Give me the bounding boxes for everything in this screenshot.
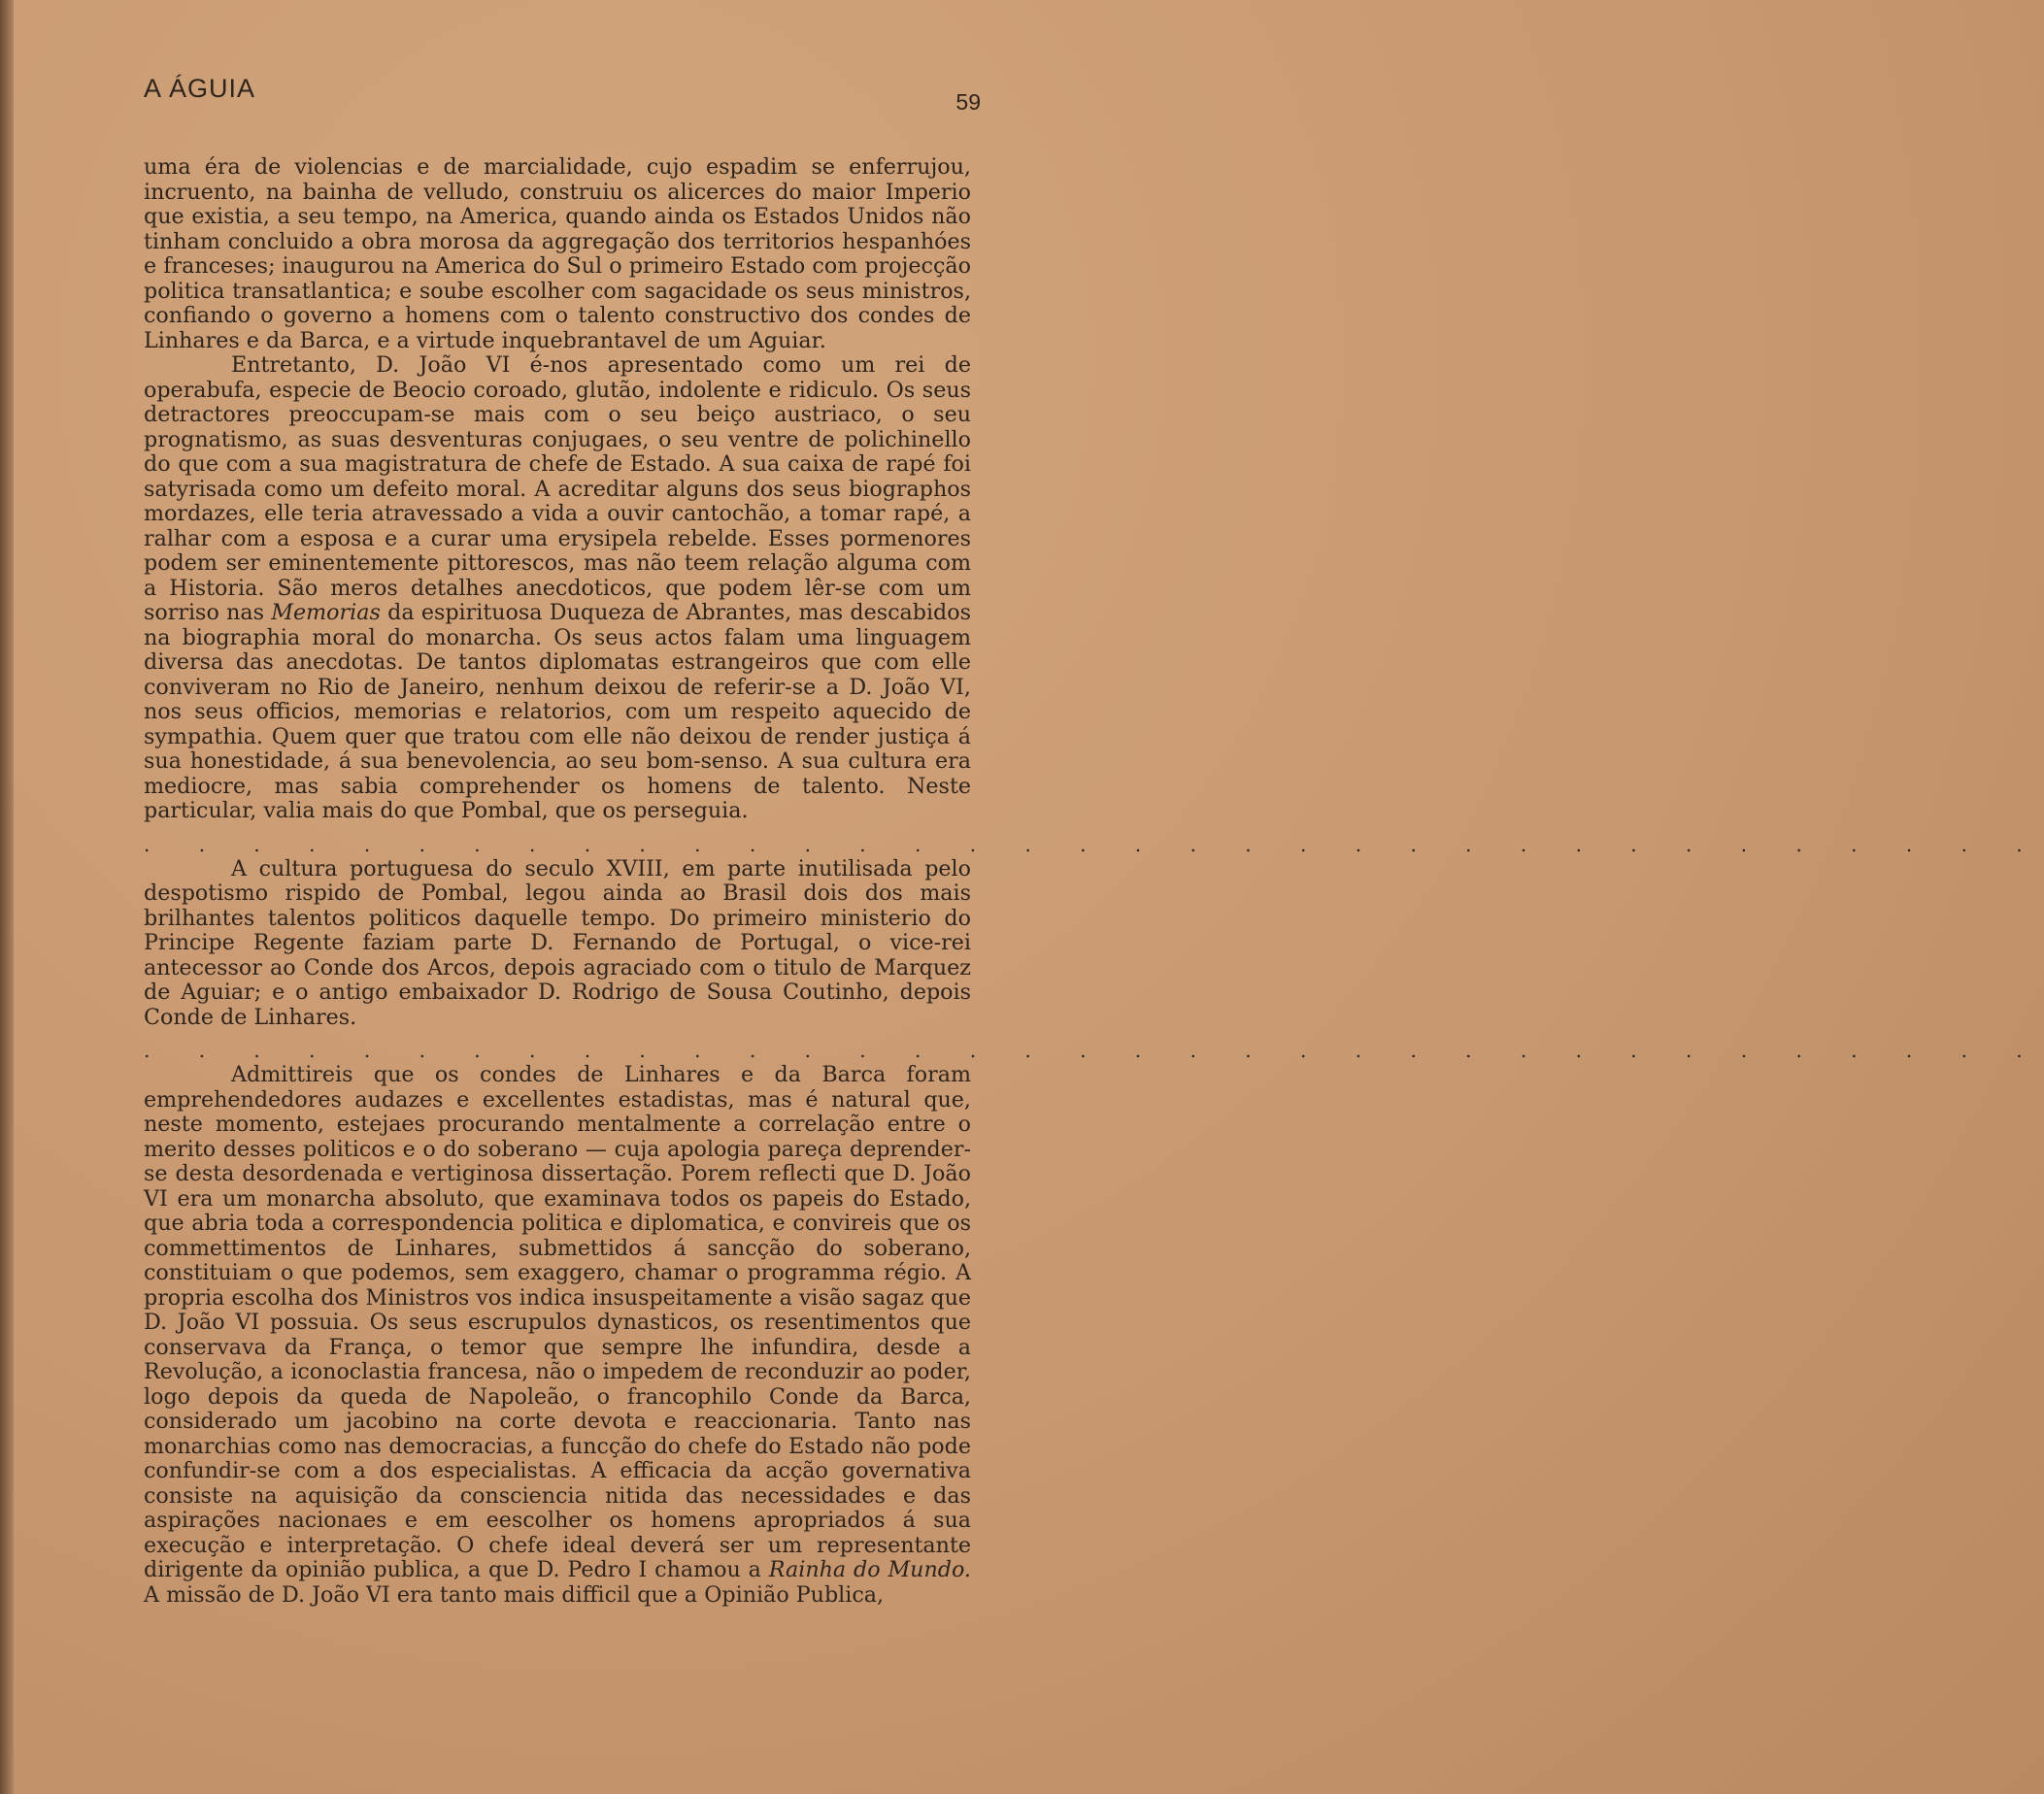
paragraph-4-text-a: Admittireis que os condes de Linhares e da Barca foram emprehendedores audazes e excellentes estadistas, mas é natural que, neste momento, estejaes procurando mentalmente a correlação entre o merito desses politicos e o do soberano — cuja apologia pareça deprender-se desta desordenada e vertiginosa dissertação. Porem reflecti que D. João VI era um monarcha absoluto, que examinava todos os papeis do Estado, que abria toda a correspondencia politica e diplomatica, e convireis que os commettimentos de Linhares, submettidos á sancção do soberano, constituiam o que podemos, sem exaggero, chamar o programma régio. A propria escolha dos Ministros vos indica insuspeitamente a visão sagaz que D. João VI possuia. Os seus escrupulos dynasticos, os resentimentos que conservava da França, o temor que sempre lhe infundira, desde a Revolução, a iconoclastia francesa, não o impedem de reconduzir ao poder, logo depois da queda de Napoleão, o francophilo Conde da Barca, considerado um jacobino na corte devota e reaccionaria. Tanto nas monarchias como nas democracias, a funcção do chefe do Estado não pode confundir-se com a dos especialistas. A efficacia da acção governativa consiste na aquisição da consciencia nitida das necessidades e das aspirações nacionaes e em eescolher os homens apropriados á sua execução e interpretação. O chefe ideal deverá ser um representante dirigente da opinião publica, a que D. Pedro I chamou a <box>144 1062 971 1582</box>
paragraph-4-text-b: A missão de D. João VI era tanto mais difficil que a Opinião Publica, <box>144 1581 885 1608</box>
running-title: A ÁGUIA <box>144 74 256 103</box>
paragraph-2-italic-memorias: Memorias <box>271 600 381 625</box>
paragraph-3: A cultura portuguesa do seculo XVIII, em parte inutilisada pelo despotismo rispido de Pombal, legou ainda ao Brasil dois dos mais brilhantes talentos politicos daquelle tempo. Do primeiro ministerio do Principe Regente faziam parte D. Fernando de Portugal, o vice-rei antecessor ao Conde dos Arcos, depois agraciado com o titulo de Marquez de Aguiar; e o antigo embaixador D. Rodrigo de Sousa Coutinho, depois Conde de Linhares. <box>144 855 971 1030</box>
section-break-1: . . . . . . . . . . . . . . . . . . . . . . . . . . . . . . . . . . . <box>144 832 2044 856</box>
paragraph-2-text-b: da espirituosa Duqueza de Abrantes, mas descabidos na biographia moral do monarcha. Os seus actos falam uma linguagem diversa das anecdotas. De tantos diplomatas estrangeiros que com elle conviveram no Rio de Janeiro, nenhum deixou de referir-se a D. João VI, nos seus officios, memorias e relatorios, com um respeito aquecido de sympathia. Quem quer que tratou com elle não deixou de render justiça á sua honestidade, á sua benevolencia, ao seu bom-senso. A sua cultura era mediocre, mas sabia comprehender os homens de talento. Neste particular, valia mais do que Pombal, que os perseguia. <box>144 600 971 823</box>
paragraph-1: uma éra de violencias e de marcialidade, cujo espadim se enferrujou, incruento, na bainha de velludo, construiu os alicerces do maior Imperio que existia, a seu tempo, na America, quando ainda os Estados Unidos não tinham concluido a obra morosa da aggregação dos territorios hespanhóes e franceses; inaugurou na America do Sul o primeiro Estado com projecção politica transatlantica; e soube escolher com sagacidade os seus ministros, confiando o governo a homens com o talento constructivo dos condes de Linhares e da Barca, e a virtude inquebrantavel de um Aguiar. <box>144 154 971 353</box>
page-number: 59 <box>955 89 981 115</box>
paragraph-2 <box>144 353 971 824</box>
page-header <box>144 70 981 116</box>
page-edge-shadow <box>0 0 14 1794</box>
section-break-2: . . . . . . . . . . . . . . . . . . . . . . . . . . . . . . . . . . . <box>144 1039 2044 1062</box>
body-text <box>144 154 2044 1608</box>
paragraph-4 <box>144 1063 971 1608</box>
paragraph-4-italic-rainha: Rainha do Mundo. <box>768 1557 971 1582</box>
paragraph-2-text-a: Entretanto, D. João VI é-nos apresentado como um rei de operabufa, especie de Beocio coroado, glutão, indolente e ridiculo. Os seus detractores preoccupam-se mais com o seu beiço austriaco, o seu prognatismo, as suas desventuras conjugaes, o seu ventre de polichinello do que com a sua magistratura de chefe de Estado. A sua caixa de rapé foi satyrisada como um defeito moral. A acreditar alguns dos seus biographos mordazes, elle teria atravessado a vida a ouvir cantochão, a tomar rapé, a ralhar com a esposa e a curar uma erysipela rebelde. Esses pormenores podem ser eminentemente pittorescos, mas não teem relação alguma com a Historia. São meros detalhes anecdoticos, que podem lêr-se com um sorriso nas <box>144 352 971 625</box>
